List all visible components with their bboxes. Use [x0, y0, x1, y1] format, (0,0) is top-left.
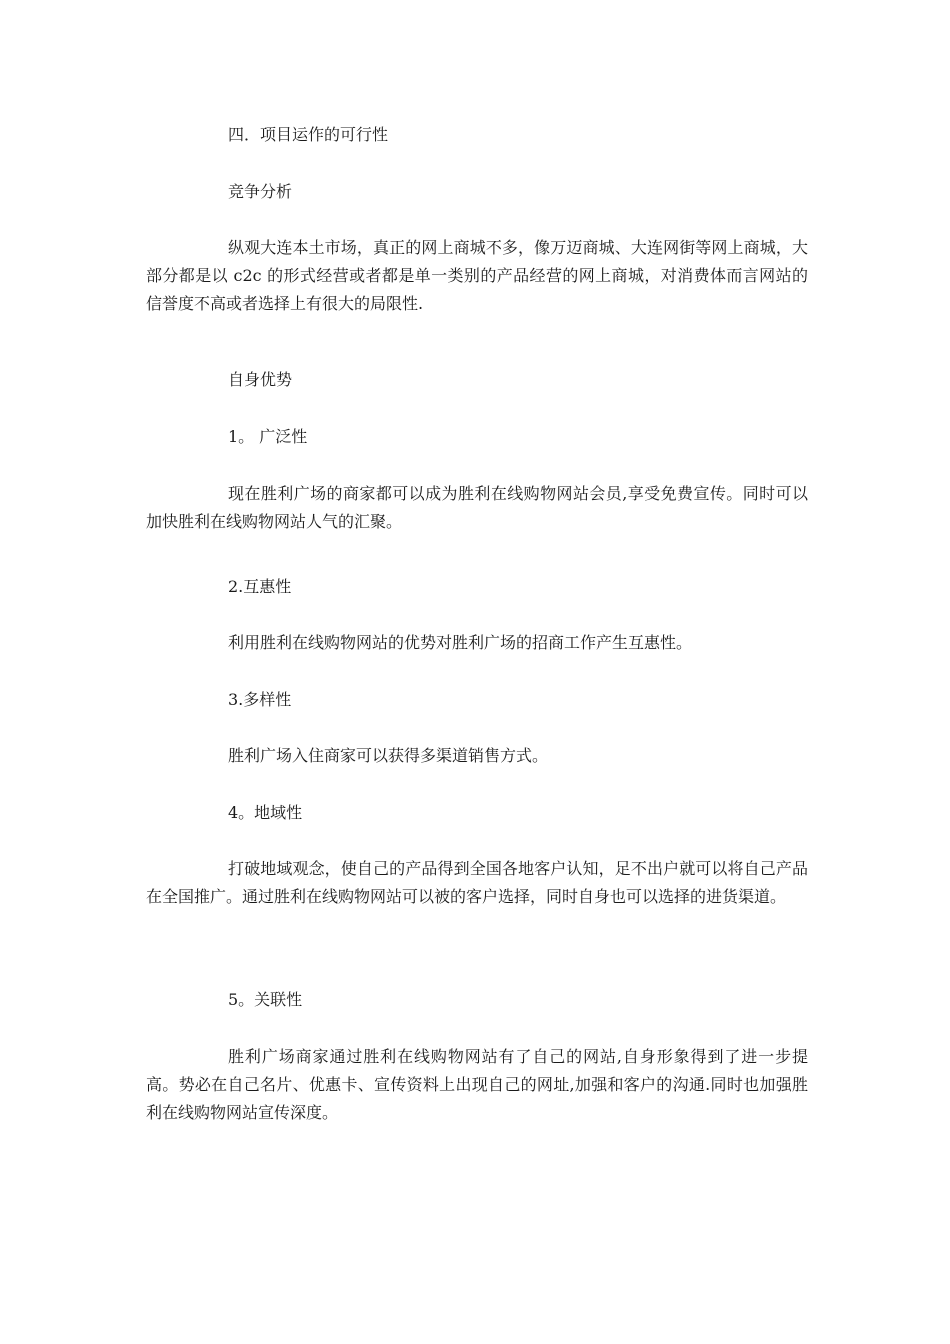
item-paragraph-2: 利用胜利在线购物网站的优势对胜利广场的招商工作产生互惠性。: [228, 633, 693, 652]
item-heading-2: 2.互惠性: [228, 577, 292, 596]
item-heading-4: 4。地域性: [228, 803, 303, 822]
item-heading-1: 1。 广泛性: [228, 427, 308, 446]
advantages-heading: 自身优势: [228, 370, 293, 389]
competition-heading: 竞争分析: [228, 182, 293, 201]
item-paragraph-3: 胜利广场入住商家可以获得多渠道销售方式。: [228, 746, 549, 765]
section-heading: 四．项目运作的可行性: [228, 125, 389, 144]
item-heading-5: 5。关联性: [228, 990, 303, 1009]
item-heading-3: 3.多样性: [228, 690, 292, 709]
competition-paragraph: 纵观大连本土市场，真正的网上商城不多，像万迈商城、大连网街等网上商城，大部分都是以 c2c 的形式经营或者都是单一类别的产品经营的网上商城，对消费体而言网站的信誉度不高或者选择上有很大的局限性.: [146, 238, 808, 313]
item-paragraph-4: 打破地域观念，使自己的产品得到全国各地客户认知，足不出户就可以将自己产品在全国推广。通过胜利在线购物网站可以被的客户选择，同时自身也可以选择的进货渠道。: [146, 859, 808, 906]
item-paragraph-5: 胜利广场商家通过胜利在线购物网站有了自己的网站,自身形象得到了进一步提高。势必在自己名片、优惠卡、宣传资料上出现自己的网址,加强和客户的沟通.同时也加强胜利在线购物网站宣传深度。: [146, 1047, 808, 1122]
item-paragraph-1: 现在胜利广场的商家都可以成为胜利在线购物网站会员,享受免费宣传。同时可以加快胜利在线购物网站人气的汇聚。: [146, 484, 808, 531]
